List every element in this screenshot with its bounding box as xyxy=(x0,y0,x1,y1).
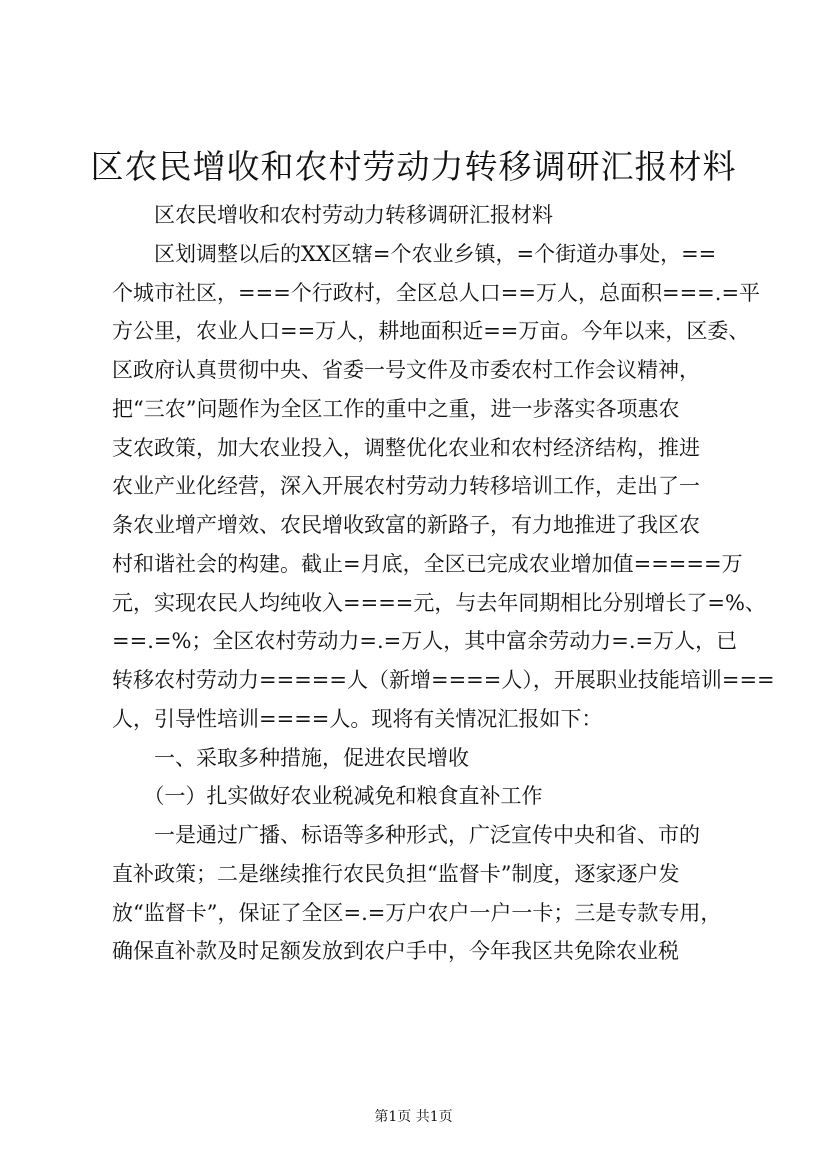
body-line: 放“监督卡”，保证了全区=.=万户农户一户一卡；三是专款专用， xyxy=(112,900,722,925)
body-line: 方公里，农业人口==万人，耕地面积近==万亩。今年以来，区委、 xyxy=(112,319,750,344)
body-line: 一是通过广播、标语等多种形式，广泛宣传中央和省、市的 xyxy=(112,823,700,847)
body-line: 转移农村劳动力=====人（新增====人），开展职业技能培训=== xyxy=(112,668,775,692)
body-line: 条农业增产增效、农民增收致富的新路子，有力地推进了我区农 xyxy=(112,513,700,537)
body-line: 直补政策；二是继续推行农民负担“监督卡”制度，逐家逐户发 xyxy=(112,861,680,886)
section-heading: 一、采取多种措施，促进农民增收 xyxy=(112,745,469,770)
document-title: 区农民增收和农村劳动力转移调研汇报材料 xyxy=(90,147,737,186)
document-body xyxy=(112,196,775,971)
body-line: 区划调整以后的XX区辖=个农业乡镇，=个街道办事处，== xyxy=(112,241,717,266)
body-line: 支农政策，加大农业投入，调整优化农业和农村经济结构，推进 xyxy=(112,435,700,460)
body-line: ==.=%；全区农村劳动力=.=万人，其中富余劳动力=.=万人，已 xyxy=(112,629,738,654)
body-line: 元，实现农民人均纯收入====元，与去年同期相比分别增长了=%、 xyxy=(112,590,766,615)
body-line: 村和谐社会的构建。截止=月底，全区已完成农业增加值=====万 xyxy=(112,551,743,576)
page-footer: 第1页 共1页 xyxy=(374,1109,453,1125)
body-line: 区农民增收和农村劳动力转移调研汇报材料 xyxy=(112,203,553,227)
body-line: 人，引导性培训====人。现将有关情况汇报如下： xyxy=(112,706,603,731)
body-line: 农业产业化经营，深入开展农村劳动力转移培训工作，走出了一 xyxy=(112,474,700,499)
body-line: 区政府认真贯彻中央、省委一号文件及市委农村工作会议精神， xyxy=(112,358,700,382)
body-line: 个城市社区，===个行政村，全区总人口==万人，总面积===.=平 xyxy=(112,280,761,305)
body-line: 确保直补款及时足额发放到农户手中，今年我区共免除农业税 xyxy=(112,939,679,964)
subsection-heading: （一）扎实做好农业税减免和粮食直补工作 xyxy=(112,784,543,809)
body-line: 把“三农”问题作为全区工作的重中之重，进一步落实各项惠农 xyxy=(112,396,680,421)
